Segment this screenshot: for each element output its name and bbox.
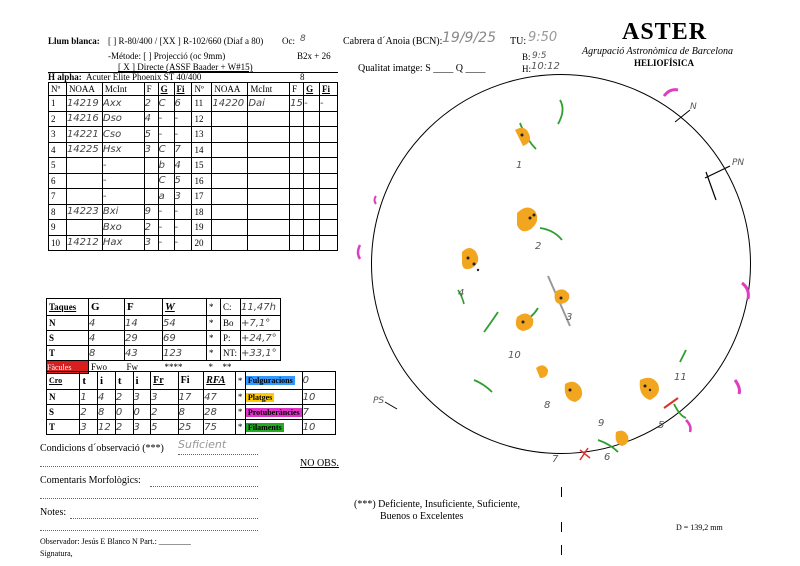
group-cell-g: C — [158, 173, 174, 189]
cro-cell: 12 — [98, 420, 116, 435]
plage — [516, 313, 533, 331]
b-value: 9:5 — [532, 51, 547, 61]
group-cell-fi: - — [174, 220, 192, 236]
taques-g: G — [89, 299, 125, 316]
cabrera-label: Cabrera d´Anoia (BCN): — [343, 36, 443, 47]
group-cell-mcint: Hsx — [102, 142, 144, 158]
taques-cell-w: 123 — [163, 346, 207, 361]
cro-row-label: N — [47, 390, 80, 405]
group-cell-f: 5 — [144, 127, 158, 143]
ps-mark — [385, 402, 397, 409]
group-cell-f: 2 — [144, 96, 158, 112]
group-label-7: 7 — [552, 454, 559, 465]
plage — [536, 365, 548, 378]
header-fi: Fi — [174, 83, 192, 96]
qualitat-label: Qualitat imatge: S ____ Q ____ — [358, 63, 486, 74]
taques-cell-label: T — [47, 346, 89, 361]
org-section: HELIOFÍSICA — [634, 58, 695, 68]
ps-label: PS — [373, 396, 385, 406]
cro-i1: i — [98, 372, 116, 390]
category-label: Protuberàncies — [247, 407, 300, 417]
group-cell-right-n: 17 — [192, 189, 212, 205]
signatura: Signatura, — [40, 549, 73, 558]
header-g: G — [158, 83, 174, 96]
group-cell-fi: - — [174, 204, 192, 220]
cro-cell: 2 — [115, 420, 133, 435]
no-obs: NO OBS. — [300, 458, 339, 469]
sunspot — [533, 214, 536, 217]
plage — [640, 378, 659, 400]
filament — [680, 350, 686, 362]
header-n: Nº — [49, 83, 67, 96]
llum-blanca-label: Llum blanca: — [48, 36, 100, 46]
group-cell-right-n: 14 — [192, 142, 212, 158]
header-f: F — [144, 83, 158, 96]
group-cell-f: 3 — [144, 142, 158, 158]
cro-cell: 3 — [133, 390, 151, 405]
filament — [484, 312, 498, 332]
taques-label: Taques — [47, 299, 89, 316]
taques-star: * — [207, 346, 221, 361]
group-label-6: 6 — [604, 452, 611, 463]
cro-star: * — [235, 420, 245, 435]
cro-category-value: 10 — [302, 390, 335, 405]
tu-label: TU: — [510, 36, 527, 47]
group-cell-n: 4 — [49, 142, 67, 158]
group-cell-right-noaa: 14220 — [212, 96, 248, 112]
taques-cell-label: N — [47, 316, 89, 331]
sunspot — [560, 297, 563, 300]
taques-cell-f: 14 — [125, 316, 163, 331]
taques-cell-f: 29 — [125, 331, 163, 346]
group-cell-mcint: Dso — [102, 111, 144, 127]
facules-label: Fàcules — [47, 361, 89, 374]
cro-label: Cro — [47, 372, 80, 390]
cro-star: * — [235, 390, 245, 405]
category-label: Filaments — [247, 422, 282, 432]
taques-cell-w: 69 — [163, 331, 207, 346]
filament — [674, 404, 686, 418]
cro-fi: Fi — [178, 372, 204, 390]
cro-fr: Fr — [151, 372, 179, 390]
group-cell-right-n: 18 — [192, 204, 212, 220]
taques-f: F — [125, 299, 163, 316]
group-label-11: 11 — [674, 372, 687, 383]
group-cell-noaa: 14219 — [66, 96, 102, 112]
taques-key: P: — [221, 331, 241, 346]
prominence — [664, 90, 678, 96]
cro-cell: 2 — [80, 405, 98, 420]
plage — [515, 128, 530, 146]
stars2: ** — [221, 361, 281, 374]
taques-key: Bo — [221, 316, 241, 331]
legend-line-2: Buenos o Excelentes — [380, 511, 464, 522]
taques-star: * — [207, 316, 221, 331]
b2x-value: B2x + 26 — [297, 51, 331, 61]
plage — [616, 431, 629, 446]
pn-mark-tick — [706, 172, 716, 200]
date-value: 19/9/25 — [442, 30, 496, 46]
north-mark — [675, 110, 690, 122]
group-label-2: 2 — [535, 241, 542, 252]
group-cell-fi: - — [174, 127, 192, 143]
group-cell-g: C — [158, 96, 174, 112]
group-cell-n: 3 — [49, 127, 67, 143]
group-cell-right-n: 19 — [192, 220, 212, 236]
group-cell-g: - — [158, 220, 174, 236]
comentaris-label: Comentaris Morfològics: — [40, 475, 141, 486]
taques-w: W — [163, 299, 207, 316]
group-cell-mcint: - — [102, 173, 144, 189]
cro-category-value: 7 — [302, 405, 335, 420]
halpha-label: H alpha: — [48, 72, 82, 82]
cro-cell: 17 — [178, 390, 204, 405]
sunspot — [473, 263, 476, 266]
cro-cell: 0 — [133, 405, 151, 420]
observador: Observador: Jesús E Blanco N Part.: ________ — [40, 537, 191, 546]
category-label: Platges — [247, 392, 273, 402]
h-value: 10:12 — [531, 61, 560, 72]
cro-cell: 3 — [80, 420, 98, 435]
cro-row-label: S — [47, 405, 80, 420]
sunspot — [644, 385, 647, 388]
group-cell-noaa: 14216 — [66, 111, 102, 127]
taques-star: * — [207, 331, 221, 346]
cro-t2: t — [115, 372, 133, 390]
prominence — [735, 380, 740, 394]
header-mcint: McInt — [102, 83, 144, 96]
group-cell-right-mcint: Dai — [248, 96, 290, 112]
cro-cell: 1 — [80, 390, 98, 405]
group-cell-n: 2 — [49, 111, 67, 127]
cro-cell: 25 — [178, 420, 204, 435]
group-cell-noaa: 14225 — [66, 142, 102, 158]
taques-key-value: +33,1° — [241, 346, 281, 361]
facules-star: * — [207, 361, 221, 374]
group-cell-n: 6 — [49, 173, 67, 189]
group-cell-g: - — [158, 235, 174, 251]
cro-category-0-value: 0 — [302, 372, 335, 390]
llum-blanca-options: [ ] R-80/400 / [XX ] R-102/660 (Diaf a 80) — [108, 36, 264, 46]
stars4: **** — [163, 361, 207, 374]
condicions-value: Suficient — [178, 438, 227, 451]
group-cell-fi: 5 — [174, 173, 192, 189]
taques-key: NT: — [221, 346, 241, 361]
diameter-label: D = 139,2 mm — [676, 523, 723, 532]
pn-label: PN — [732, 158, 745, 168]
condicions-label: Condicions d´observació (***) — [40, 443, 164, 454]
cro-cell: 2 — [151, 405, 179, 420]
group-cell-mcint: Axx — [102, 96, 144, 112]
sunspot — [529, 217, 532, 220]
cro-star: * — [235, 405, 245, 420]
cro-rfa: RFA — [204, 372, 236, 390]
taques-key-value: +7,1° — [241, 316, 281, 331]
cro-t1: t — [80, 372, 98, 390]
plage — [517, 207, 537, 231]
taques-cell-f: 43 — [125, 346, 163, 361]
fwo-label: Fwo — [89, 361, 125, 374]
group-cell-noaa: 14221 — [66, 127, 102, 143]
group-cell-right-n: 16 — [192, 173, 212, 189]
prominence — [742, 283, 748, 299]
taques-cell-g: 4 — [89, 331, 125, 346]
pn-mark — [705, 166, 730, 178]
flare — [580, 448, 590, 460]
group-cell-g: a — [158, 189, 174, 205]
group-cell-right-f: 15 — [290, 96, 304, 112]
group-cell-fi: - — [174, 111, 192, 127]
sunspot — [521, 134, 524, 137]
org-name: ASTER — [622, 19, 708, 45]
group-cell-g: b — [158, 158, 174, 174]
group-label-3: 3 — [566, 312, 573, 323]
plage — [462, 248, 478, 269]
group-label-5: 5 — [658, 420, 665, 431]
group-cell-mcint: Cso — [102, 127, 144, 143]
group-cell-n: 7 — [49, 189, 67, 205]
cro-i2: i — [133, 372, 151, 390]
header-n-right: Nº — [192, 83, 212, 96]
prominence — [686, 420, 691, 432]
group-cell-right-n: 15 — [192, 158, 212, 174]
taques-star: * — [207, 299, 221, 316]
taques-c-label: C: — [221, 299, 241, 316]
halpha-oc: 8 — [300, 72, 305, 82]
group-cell-fi: 4 — [174, 158, 192, 174]
group-label-4: 4 — [458, 288, 465, 299]
cro-cell: 3 — [151, 390, 179, 405]
header-f-right: F — [290, 83, 304, 96]
cro-cell: 8 — [98, 405, 116, 420]
group-cell-fi: 7 — [174, 142, 192, 158]
taques-cell-w: 54 — [163, 316, 207, 331]
fulguracions-label: Fulguracions — [247, 376, 293, 385]
cro-star-h: * — [235, 372, 245, 390]
cro-cell: 3 — [133, 420, 151, 435]
taques-cell-g: 4 — [89, 316, 125, 331]
sunspot — [649, 389, 651, 391]
halpha-value: Acuter Elite Phoenix ST 40/400 — [86, 72, 202, 82]
group-label-8: 8 — [544, 400, 551, 411]
group-cell-f: 9 — [144, 204, 158, 220]
cro-cell: 8 — [178, 405, 204, 420]
header-fi-right: Fi — [320, 83, 338, 96]
taques-cell-label: S — [47, 331, 89, 346]
cro-cell: 47 — [204, 390, 236, 405]
header-noaa-right: NOAA — [212, 83, 248, 96]
group-cell-n: 10 — [49, 235, 67, 251]
cro-cell: 75 — [204, 420, 236, 435]
cro-cell: 28 — [204, 405, 236, 420]
oc-label: Oc: — [282, 36, 295, 46]
group-cell-mcint: - — [102, 189, 144, 205]
sunspot — [477, 269, 479, 271]
metode-option: -Métode: [ ] Projecció (oc 9mm) — [108, 51, 226, 61]
header-g-right: G — [304, 83, 320, 96]
prominence — [375, 196, 377, 204]
group-cell-mcint: Bxi — [102, 204, 144, 220]
group-cell-right-n: 20 — [192, 235, 212, 251]
group-label-1: 1 — [516, 160, 523, 171]
oc-value: 8 — [300, 34, 306, 44]
filament — [540, 228, 562, 240]
cro-cell: 0 — [115, 405, 133, 420]
cro-category-value: 10 — [302, 420, 335, 435]
group-label-10: 10 — [508, 350, 521, 361]
sunspot — [522, 321, 525, 324]
group-cell-right-g: - — [304, 96, 320, 112]
group-cell-right-n: 13 — [192, 127, 212, 143]
filament — [598, 440, 618, 452]
group-cell-right-n: 11 — [192, 96, 212, 112]
group-cell-mcint: - — [102, 158, 144, 174]
h-label: H: — [522, 64, 531, 74]
taques-c-value: 11,47h — [241, 299, 281, 316]
group-cell-g: C — [158, 142, 174, 158]
group-cell-g: - — [158, 204, 174, 220]
group-cell-right-fi: - — [320, 96, 338, 112]
header-noaa: NOAA — [66, 83, 102, 96]
notes-label: Notes: — [40, 507, 67, 518]
cro-cell: 4 — [98, 390, 116, 405]
prominence — [358, 245, 360, 259]
directe-option: [ X ] Directe (ASSF Baader + W#15) — [118, 62, 253, 72]
group-cell-n: 8 — [49, 204, 67, 220]
group-cell-g: - — [158, 127, 174, 143]
org-subtitle: Agrupació Astronòmica de Barcelona — [582, 46, 733, 57]
north-label: N — [690, 102, 697, 112]
fw-label: Fw — [125, 361, 163, 374]
plage — [565, 382, 582, 402]
group-cell-mcint: Hax — [102, 235, 144, 251]
cro-row-label: T — [47, 420, 80, 435]
group-label-9: 9 — [598, 418, 605, 429]
cro-cell: 5 — [151, 420, 179, 435]
group-cell-mcint: Bxo — [102, 220, 144, 236]
taques-key-value: +24,7° — [241, 331, 281, 346]
group-cell-n: 1 — [49, 96, 67, 112]
legend-line-1: (***) Deficiente, Insuficiente, Suficiente, — [354, 499, 521, 510]
sunspot — [569, 389, 572, 392]
taques-cell-g: 8 — [89, 346, 125, 361]
group-cell-noaa: 14212 — [66, 235, 102, 251]
group-cell-noaa: 14223 — [66, 204, 102, 220]
group-cell-f: 4 — [144, 111, 158, 127]
filament — [558, 100, 563, 124]
group-cell-n: 5 — [49, 158, 67, 174]
plage — [555, 289, 570, 304]
group-cell-right-n: 12 — [192, 111, 212, 127]
filament — [474, 380, 492, 392]
header-mcint-right: McInt — [248, 83, 290, 96]
group-cell-fi: 3 — [174, 189, 192, 205]
tu-value: 9:50 — [528, 30, 558, 45]
group-cell-f: 3 — [144, 235, 158, 251]
cro-cell: 2 — [115, 390, 133, 405]
group-cell-g: - — [158, 111, 174, 127]
group-cell-f: 2 — [144, 220, 158, 236]
sunspot — [467, 257, 470, 260]
b-label: B: — [522, 52, 531, 62]
group-cell-fi: - — [174, 235, 192, 251]
group-cell-n: 9 — [49, 220, 67, 236]
group-cell-fi: 6 — [174, 96, 192, 112]
